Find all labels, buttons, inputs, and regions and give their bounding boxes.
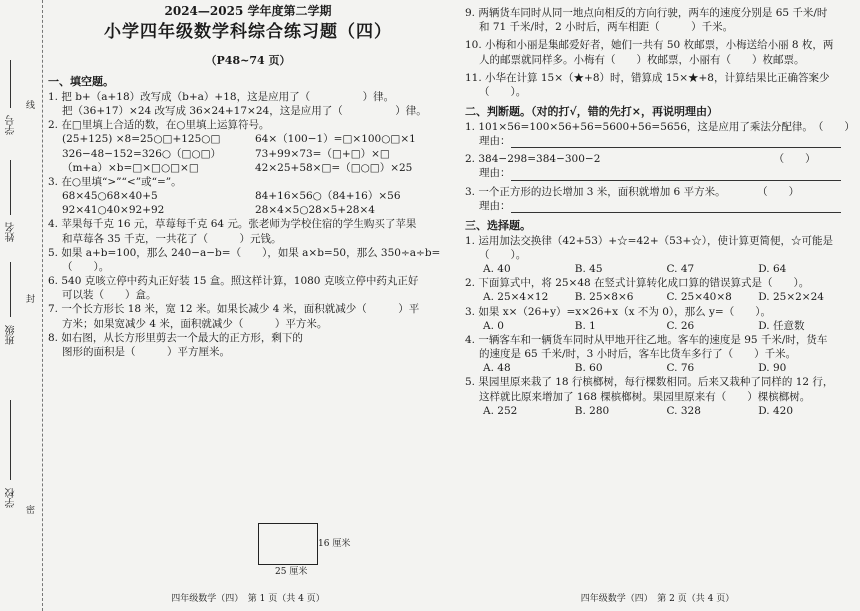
reason-label: 理由： bbox=[479, 167, 511, 180]
q2-item: 326−48−152=326○（□○□） bbox=[62, 147, 222, 160]
question-10: 10. 小梅和小丽是集邮爱好者，她们一共有 50 枚邮票，小梅送给小丽 8 枚，两 bbox=[465, 39, 834, 52]
choice-1b: （ ）。 bbox=[479, 248, 527, 261]
question-8: 8. 如右图，从长方形里剪去一个最大的正方形，剩下的 bbox=[48, 331, 303, 344]
option: D. 64 bbox=[758, 263, 787, 276]
judge-2: 2. 384−298=384−300−2 （ ） bbox=[465, 153, 816, 166]
cut-mark: 封 bbox=[26, 295, 36, 305]
judge-1: 1. 101×56=100×56+56=5600+56=5656，这是应用了乘法分配律。 （ ） bbox=[465, 120, 855, 133]
option: D. 420 bbox=[758, 404, 794, 417]
question-4b: 和草莓各 35 千克，一共花了（ ）元钱。 bbox=[62, 232, 282, 245]
option: A. 252 bbox=[483, 404, 518, 417]
reason-label: 理由： bbox=[479, 199, 511, 212]
label-student-id: 学号 bbox=[6, 115, 17, 135]
option: A. 40 bbox=[483, 263, 511, 276]
question-9: 9. 两辆货车同时从同一地点向相反的方向行驶，两车的速度分别是 65 千米/时 bbox=[465, 7, 828, 19]
question-10b: 人的邮票就同样多。小梅有（ ）枚邮票，小丽有（ ）枚邮票。 bbox=[479, 53, 805, 66]
question-1b: 把（36+17）×24 改写成 36×24+17×24，这是应用了（ ）律。 bbox=[62, 104, 427, 117]
q2-item: (25+125) ×8=25○□+125○□ bbox=[62, 133, 221, 146]
rect-height-label: 16 厘米 bbox=[318, 539, 351, 549]
option: C. 26 bbox=[666, 319, 695, 332]
option: D. 90 bbox=[758, 362, 787, 375]
right-column bbox=[465, 0, 855, 611]
option: D. 任意数 bbox=[758, 319, 805, 332]
label-class: 班级 bbox=[6, 325, 17, 345]
question-7: 7. 一个长方形长 18 米，宽 12 米。如果长减少 4 米，面积就减少（ ）平 bbox=[48, 303, 420, 316]
choice-1: 1. 运用加法交换律（42+53）+☆=42+（53+☆），使计算更简便，☆可能是 bbox=[465, 234, 834, 247]
choice-3: 3. 如果 x×（26+y）=x×26+x（x 不为 0），那么 y=（ ）。 bbox=[465, 305, 771, 318]
option: B. 60 bbox=[574, 362, 603, 375]
page-footer-1: 四年级数学（四） 第 1 页（共 4 页） bbox=[171, 593, 325, 604]
q3-item: 68×45○68×40+5 bbox=[62, 190, 158, 203]
question-1: 1. 把 b+（a+18）改写成（b+a）+18，这是应用了（ ）律。 bbox=[48, 90, 395, 103]
page-footer-2: 四年级数学（四） 第 2 页（共 4 页） bbox=[580, 593, 735, 604]
question-5b: （ ）。 bbox=[62, 260, 110, 273]
label-school: 学校 bbox=[6, 488, 17, 508]
option: C. 47 bbox=[666, 263, 695, 276]
q3-item: 92×41○40×92+92 bbox=[62, 204, 165, 217]
q2-item: 64×（100−1）=□×100○□×1 bbox=[255, 133, 416, 146]
fill-line bbox=[10, 160, 11, 215]
section-judge: 二、判断题。（对的打√，错的先打×，再说明理由） bbox=[465, 105, 718, 119]
rect-width-label: 25 厘米 bbox=[275, 567, 308, 577]
answer-line bbox=[511, 137, 841, 148]
question-7b: 方米；如果宽减少 4 米，面积就减少（ ）平方米。 bbox=[62, 317, 328, 330]
fill-line bbox=[10, 262, 11, 317]
fill-line bbox=[10, 400, 11, 480]
option: C. 25×40×8 bbox=[666, 291, 732, 304]
page-title: 小学四年级数学科综合练习题（四） bbox=[104, 22, 392, 43]
option: A. 48 bbox=[483, 362, 511, 375]
choice-4: 4. 一辆客车和一辆货车同时从甲地开往乙地。客车的速度是 95 千米/时，货车 bbox=[465, 333, 828, 346]
answer-line bbox=[511, 170, 841, 181]
fill-line bbox=[10, 60, 11, 108]
option: B. 45 bbox=[574, 263, 603, 276]
rectangle-figure bbox=[258, 523, 318, 565]
option: A. 25×4×12 bbox=[483, 291, 549, 304]
reason-label: 理由： bbox=[479, 135, 511, 148]
option: B. 280 bbox=[574, 404, 610, 417]
question-4: 4. 苹果每千克 16 元，草莓每千克 64 元。张老师为学校住宿的学生购买了苹果 bbox=[48, 218, 417, 231]
binding-strip bbox=[0, 0, 43, 611]
question-6: 6. 540 克咳立停中药丸正好装 15 盒。照这样计算，1080 克咳立停中药丸正好 bbox=[48, 275, 419, 288]
answer-line bbox=[511, 202, 841, 213]
section-choice: 三、选择题。 bbox=[465, 218, 531, 232]
cut-mark: 密 bbox=[26, 506, 36, 516]
q2-item: 42×25+58×□=（□○□）×25 bbox=[255, 161, 413, 174]
question-11b: （ ）。 bbox=[479, 85, 527, 98]
section-fill-blank: 一、填空题。 bbox=[48, 74, 114, 88]
question-2: 2. 在□里填上合适的数，在○里填上运算符号。 bbox=[48, 119, 270, 132]
page-range: （P48~74 页） bbox=[205, 54, 291, 68]
option: D. 25×2×24 bbox=[758, 291, 824, 304]
q2-item: 73+99×73=（□+□）×□ bbox=[255, 147, 390, 160]
question-6b: 可以装（ ）盒。 bbox=[62, 289, 157, 302]
choice-2: 2. 下面算式中，将 25×48 在竖式计算转化成口算的错误算式是（ ）。 bbox=[465, 277, 810, 290]
choice-5: 5. 果园里原来栽了 18 行槟榔树，每行棵数相同。后来又栽种了同样的 12 行， bbox=[465, 376, 834, 389]
question-11: 11. 小华在计算 15×（★+8）时，错算成 15×★+8，计算结果比正确答案少 bbox=[465, 71, 830, 84]
label-name: 姓名 bbox=[6, 222, 17, 242]
question-9b: 和 71 千米/时，2 小时后，两车相距（ ）千米。 bbox=[479, 21, 734, 34]
option: B. 1 bbox=[574, 319, 596, 332]
option: A. 0 bbox=[483, 319, 504, 332]
option: C. 328 bbox=[666, 404, 701, 417]
judge-3: 3. 一个正方形的边长增加 3 米，面积就增加 6 平方米。 （ ） bbox=[465, 185, 800, 198]
q3-item: 28×4×5○28×5+28×4 bbox=[255, 204, 375, 217]
q3-item: 84+16×56○（84+16）×56 bbox=[255, 190, 401, 203]
choice-5b: 这样就比原来增加了 168 棵槟榔树。果园里原来有（ ）棵槟榔树。 bbox=[479, 390, 811, 403]
cut-mark: 线 bbox=[26, 101, 36, 111]
left-column bbox=[48, 0, 448, 611]
question-3: 3. 在○里填“>”“<”或“=”。 bbox=[48, 175, 182, 188]
term-heading: 2024—2025 学年度第二学期 bbox=[164, 4, 332, 18]
option: C. 76 bbox=[666, 362, 695, 375]
question-8b: 图形的面积是（ ）平方厘米。 bbox=[62, 345, 230, 358]
choice-4b: 的速度是 65 千米/时，3 小时后，客车比货车多行了（ ）千米。 bbox=[479, 348, 797, 361]
q2-item: （m+a）×b=□×□○□×□ bbox=[62, 161, 199, 174]
option: B. 25×8×6 bbox=[574, 291, 634, 304]
question-5: 5. 如果 a+b=100，那么 240−a−b=（ ），如果 a×b=50，那么 350÷a÷b= bbox=[48, 246, 441, 259]
